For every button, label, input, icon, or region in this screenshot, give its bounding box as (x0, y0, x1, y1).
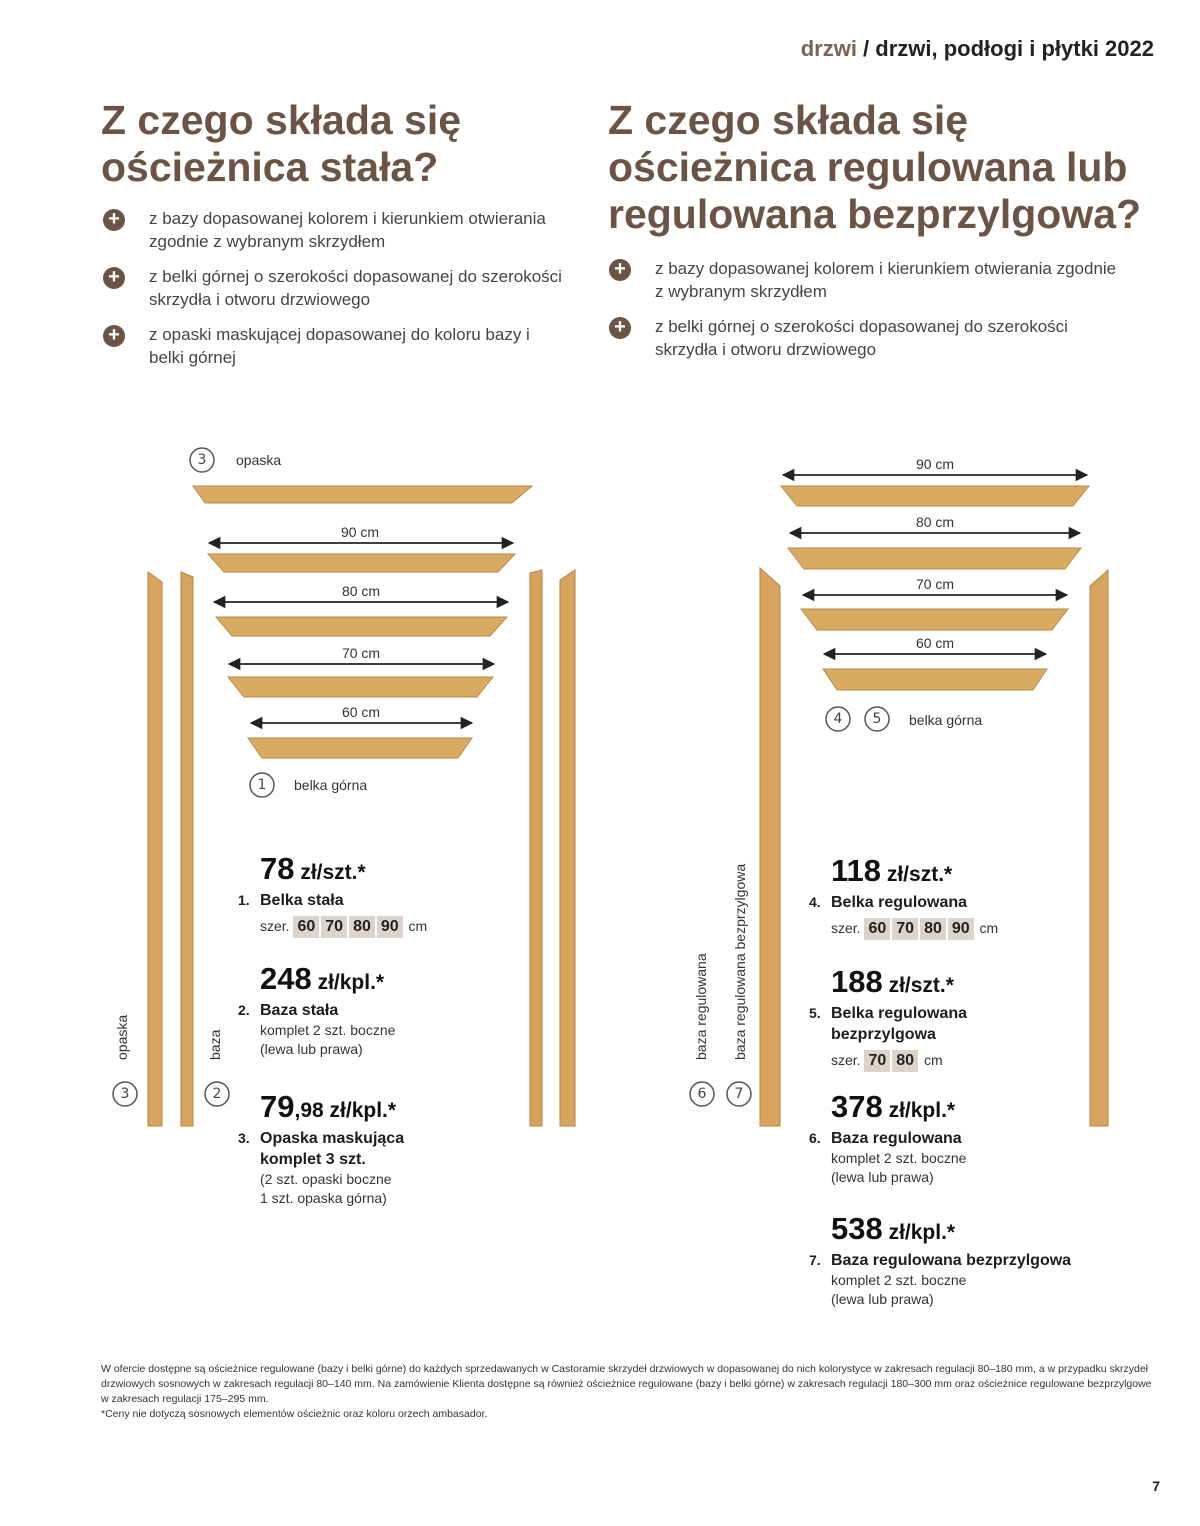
product-baza-regulowana-bezprzylgowa (809, 1211, 1072, 1309)
belka-reg-90-board (781, 486, 1089, 506)
vertical-baza-bezprzylgowa-label: baza regulowana bezprzylgowa (732, 863, 748, 1060)
price-unit: zł/kpl.* (882, 1099, 956, 1122)
right-title-line3: regulowana bezprzylgowa? (608, 191, 1142, 237)
page-number: 7 (1152, 1478, 1160, 1494)
baza-reg-right-board (1090, 570, 1108, 1126)
size-chip: 80 (349, 916, 375, 938)
price-unit: zł/kpl.* (323, 1099, 397, 1122)
product-number: 1. (238, 892, 250, 908)
product-name (809, 892, 998, 913)
price-value: 538 (831, 1211, 883, 1246)
dim-80-label: 80 cm (341, 583, 381, 599)
size-chip: 70 (892, 918, 918, 940)
bullet-text: z opaski maskującej dopasowanej do koloru bazy i belki górnej (149, 325, 530, 367)
price-unit: zł/kpl.* (311, 971, 385, 994)
product-opaska-maskujaca (238, 1089, 405, 1208)
price-value: 378 (831, 1089, 883, 1124)
belka-reg-70-board (801, 609, 1068, 630)
plus-icon: + (609, 259, 631, 281)
belka-80-board (216, 617, 507, 636)
product-number: 5. (809, 1005, 821, 1021)
vertical-baza-regulowana-label: baza regulowana (693, 953, 709, 1060)
sizes-prefix: szer. (260, 918, 290, 934)
product-baza-stala (238, 961, 396, 1059)
size-chips (831, 916, 998, 940)
sizes-prefix: szer. (831, 1052, 861, 1068)
circle-5-label: 5 (872, 711, 882, 727)
circle-4-label: 4 (833, 711, 843, 727)
product-name-text: Baza regulowana bezprzylgowa (831, 1252, 1072, 1269)
price-value: 78 (260, 851, 295, 886)
product-name-line2: bezprzylgowa (831, 1026, 936, 1043)
product-name-line2: komplet 3 szt. (260, 1151, 366, 1168)
baza-right-board (530, 570, 542, 1126)
circle-7-label: 7 (734, 1086, 744, 1102)
product-desc: komplet 2 szt. boczne (831, 1150, 967, 1166)
bullet-text: z belki górnej o szerokości dopasowanej do szerokości skrzydła i otworu drzwiowego (149, 267, 562, 309)
belka-70-board (228, 677, 493, 697)
product-desc: komplet 2 szt. boczne (260, 1022, 396, 1038)
right-title-line2: ościeżnica regulowana lub (608, 144, 1128, 190)
bullet-text: z bazy dopasowanej kolorem i kierunkiem otwierania zgodnie z wybranym skrzydłem (655, 259, 1117, 301)
belka-90-board (208, 554, 515, 572)
dim-70-right-label: 70 cm (915, 576, 955, 592)
left-title-line1: Z czego składa się (101, 97, 462, 143)
price-value: 248 (260, 961, 312, 996)
belka-reg-80-board (788, 548, 1081, 569)
plus-icon: + (103, 267, 125, 289)
opaska-top-board (193, 486, 532, 503)
product-number: 4. (809, 894, 821, 910)
product-name-text: Baza regulowana (831, 1130, 962, 1147)
dim-90-right-label: 90 cm (915, 456, 955, 472)
price-value: 79 (260, 1089, 295, 1124)
product-desc: (2 szt. opaski boczne (260, 1171, 392, 1187)
opaska-label: opaska (236, 452, 282, 468)
dim-60-right-label: 60 cm (915, 635, 955, 651)
price (260, 1090, 404, 1128)
plus-icon: + (609, 317, 631, 339)
opaska-left-board (148, 572, 162, 1126)
size-chip: 60 (293, 916, 319, 938)
opaska-right-board (560, 570, 575, 1126)
sizes-unit: cm (979, 920, 999, 936)
sizes-prefix: szer. (831, 920, 861, 936)
belka-gorna-label-left: belka górna (294, 777, 368, 793)
product-name (238, 1000, 395, 1021)
product-belka-regulowana-bezprzylgowa (809, 964, 968, 1072)
sizes-unit: cm (923, 1052, 943, 1068)
price-unit: zł/szt.* (882, 974, 954, 997)
size-chip: 90 (377, 916, 403, 938)
price (831, 854, 998, 892)
right-title-line1: Z czego składa się (608, 97, 969, 143)
price (260, 852, 427, 890)
header-section: drzwi (800, 36, 857, 61)
size-chip: 70 (864, 1050, 890, 1072)
price (831, 965, 967, 1003)
size-chips (260, 914, 427, 938)
dim-90-label: 90 cm (340, 524, 380, 540)
circle-2-label: 2 (212, 1086, 222, 1102)
product-number: 3. (238, 1130, 250, 1146)
product-desc: komplet 2 szt. boczne (831, 1272, 967, 1288)
product-desc: (lewa lub prawa) (260, 1041, 363, 1057)
price (260, 962, 395, 1000)
circle-6-label: 6 (697, 1086, 707, 1102)
product-name (809, 1003, 968, 1024)
dim-60-label: 60 cm (341, 704, 381, 720)
vertical-baza-label: baza (207, 1029, 223, 1060)
product-number: 6. (809, 1130, 821, 1146)
size-chips (831, 1048, 967, 1072)
footnote (101, 1362, 1161, 1422)
dim-70-label: 70 cm (341, 645, 381, 661)
product-desc: (lewa lub prawa) (831, 1169, 934, 1185)
size-chip: 80 (920, 918, 946, 940)
bullet-text: z belki górnej o szerokości dopasowanej do szerokości skrzydła i otworu drzwiowego (655, 317, 1068, 359)
product-number: 7. (809, 1252, 821, 1268)
product-name-text: Belka regulowana (831, 1005, 968, 1022)
product-name (809, 1128, 966, 1149)
product-name (238, 890, 427, 911)
price (831, 1212, 1071, 1250)
circle-3-top-label: 3 (197, 452, 207, 468)
price (831, 1090, 966, 1128)
product-name (238, 1128, 405, 1149)
header-separator: / (856, 36, 876, 61)
product-name-text: Belka stała (260, 892, 344, 909)
left-title-line2: ościeżnica stała? (101, 144, 439, 190)
plus-icon: + (103, 209, 125, 231)
sizes-unit: cm (408, 918, 428, 934)
belka-reg-60-board (823, 669, 1047, 690)
product-number: 2. (238, 1002, 250, 1018)
product-name-text: Opaska maskująca (260, 1130, 405, 1147)
product-name-text: Baza stała (260, 1002, 339, 1019)
baza-left-board (181, 572, 193, 1126)
price-value: 188 (831, 964, 883, 999)
product-desc: (lewa lub prawa) (831, 1291, 934, 1307)
belka-60-board (248, 738, 472, 758)
price-unit: zł/kpl.* (882, 1221, 956, 1244)
size-chip: 70 (321, 916, 347, 938)
product-baza-regulowana (809, 1089, 967, 1187)
price-unit: zł/szt.* (881, 863, 953, 886)
product-name (809, 1250, 1072, 1271)
baza-reg-left-board (760, 568, 780, 1126)
vertical-opaska-label: opaska (114, 1014, 130, 1060)
price-value: 118 (831, 853, 882, 888)
belka-gorna-label-right: belka górna (909, 712, 983, 728)
price-unit: zł/szt.* (294, 861, 366, 884)
size-chip: 60 (864, 918, 890, 940)
product-belka-stala (238, 851, 428, 938)
product-belka-regulowana (809, 853, 999, 940)
size-chip: 90 (948, 918, 974, 940)
bullet-text: z bazy dopasowanej kolorem i kierunkiem otwierania zgodnie z wybranym skrzydłem (149, 209, 546, 251)
product-name-text: Belka regulowana (831, 894, 968, 911)
product-desc: 1 szt. opaska górna) (260, 1190, 387, 1206)
circle-1-label: 1 (257, 777, 267, 793)
plus-icon: + (103, 325, 125, 347)
header-title: drzwi, podłogi i płytki 2022 (875, 36, 1154, 61)
price-decimal: ,98 (294, 1099, 324, 1122)
size-chip: 80 (892, 1050, 918, 1072)
footnote-price-note: *Ceny nie dotyczą sosnowych elementów ościeżnic oraz koloru orzech ambasador. (101, 1408, 488, 1420)
footnote-text: W ofercie dostępne są ościeżnice regulowane (bazy i belki górne) do każdych sprzedawanych w Castoramie skrzydeł drzwiowych w dopasowanej do nich kolorystyce w zakresach regulacji 80–180 mm, a w przypadku skrzydeł drzwiowych sosnowych w zakresach regulacji 80–140 mm. Na zamówienie Klienta dostępne są również ościeżnice regulowane (bazy i belki górne) w zakresach regulacji 180–300 mm oraz ościeżnice regulowane bezprzylgowe w zakresach regulacji 175–295 mm. (101, 1363, 1152, 1405)
dim-80-right-label: 80 cm (915, 514, 955, 530)
circle-3-bottom-label: 3 (120, 1086, 130, 1102)
